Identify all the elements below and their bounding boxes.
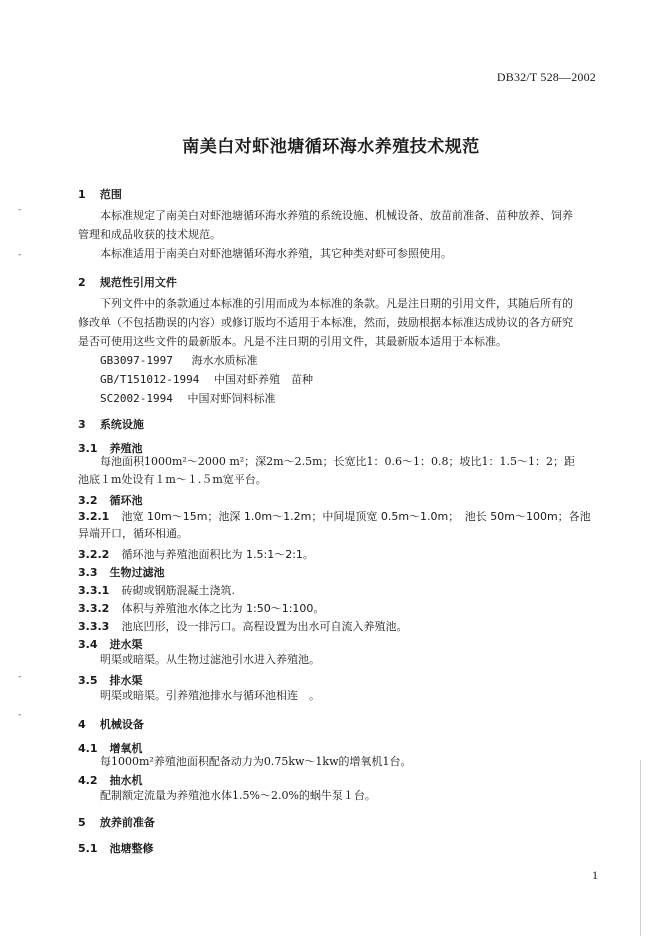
section-label: 进水渠 — [109, 638, 143, 651]
section-3-3-1 — [78, 582, 235, 598]
section-3-4-heading — [78, 636, 143, 652]
s1-para2: 本标准适用于南美白对虾池塘循环海水养殖，其它种类对虾可参照使用。 — [100, 247, 452, 260]
section-number: 3.1 — [78, 442, 98, 455]
section-2-heading — [78, 274, 177, 290]
section-number: 3.2.2 — [78, 548, 110, 561]
section-number: 3.2 — [78, 494, 98, 507]
section-number: 4 — [78, 718, 86, 731]
section-text: 池底凹形，设一排污口。高程设置为出水可自流入养殖池。 — [121, 620, 408, 633]
section-3-3-heading — [78, 564, 165, 580]
section-number: 3.4 — [78, 638, 98, 651]
s2-para1-line2: 修改单（不包括勘误的内容）或修订版均不适用于本标准，然而，鼓励根据本标准达成协议的各方研究 — [78, 316, 573, 329]
section-3-2-heading — [78, 492, 143, 508]
section-label: 养殖池 — [109, 442, 143, 455]
margin-mark: - — [18, 672, 22, 682]
reference-code: GB3097-1997 — [100, 354, 173, 367]
section-text: 池宽 10m～15m；池深 1.0m～1.2m；中间堤顶宽 0.5m～1.0m； 池长 50m～100m；各池 — [121, 510, 591, 523]
section-number: 2 — [78, 276, 86, 289]
section-number: 3.2.1 — [78, 510, 110, 523]
page-number: 1 — [592, 868, 598, 882]
section-3-3-2 — [78, 600, 324, 616]
section-4-heading — [78, 716, 144, 732]
section-label: 增氧机 — [109, 742, 143, 755]
reference-item — [100, 352, 257, 368]
section-3-3-3 — [78, 618, 408, 634]
section-label: 范围 — [99, 188, 122, 201]
section-number: 5.1 — [78, 842, 98, 855]
section-label: 系统设施 — [99, 418, 144, 431]
reference-item — [100, 390, 275, 406]
s1-para1-line2: 管理和成品收获的技术规范。 — [78, 228, 221, 241]
section-label: 规范性引用文件 — [99, 276, 177, 289]
section-3-heading — [78, 416, 144, 432]
s31-line2: 池底１m处设有１m～１.５m宽平台。 — [78, 473, 267, 486]
s35-text: 明渠或暗渠。引养殖池排水与循环池相连 。 — [100, 689, 320, 702]
section-1-heading — [78, 186, 122, 202]
s41-text: 每1000m²养殖池面积配备动力为0.75kw～1kw的增氧机1台。 — [100, 755, 412, 768]
margin-mark: - — [18, 710, 22, 720]
section-number: 3 — [78, 418, 86, 431]
section-3-2-1 — [78, 508, 591, 524]
section-label: 抽水机 — [109, 774, 143, 787]
margin-mark: - — [18, 250, 22, 260]
section-label: 排水渠 — [109, 674, 143, 687]
section-number: 3.3.3 — [78, 620, 110, 633]
reference-title: 中国对虾饲料标准 — [187, 392, 276, 405]
section-5-1-heading — [78, 840, 154, 856]
scan-edge-line — [640, 760, 641, 936]
section-label: 循环池 — [109, 494, 143, 507]
section-label: 生物过滤池 — [109, 566, 165, 579]
section-5-heading — [78, 814, 155, 830]
section-label: 放养前准备 — [99, 816, 155, 829]
s2-para1-line1: 下列文件中的条款通过本标准的引用而成为本标准的条款。凡是注日期的引用文件，其随后所有的 — [100, 297, 573, 310]
s31-line1: 每池面积1000m²～2000 m²；深2m～2.5m；长宽比1：0.6～1：0.8；坡比1：1.5～1：2；距 — [100, 455, 575, 468]
section-label: 池塘整修 — [109, 842, 154, 855]
s2-para1-line3: 是否可使用这些文件的最新版本。凡是不注日期的引用文件，其最新版本适用于本标准。 — [78, 335, 507, 348]
s1-para1-line1: 本标准规定了南美白对虾池塘循环海水养殖的系统设施、机械设备、放苗前准备、苗种放养、饲养 — [100, 209, 573, 222]
standard-code: DB32/T 528—2002 — [496, 70, 596, 84]
section-3-2-2 — [78, 546, 314, 562]
section-text: 砖砌或钢筋混凝土浇筑. — [121, 584, 235, 597]
reference-code: SC2002-1994 — [100, 392, 173, 405]
reference-title: 中国对虾养殖 苗种 — [213, 373, 313, 386]
section-number: 1 — [78, 188, 86, 201]
section-number: 5 — [78, 816, 86, 829]
reference-title: 海水水质标准 — [191, 354, 258, 367]
section-3-5-heading — [78, 672, 143, 688]
s321-line2: 异端开口，循环相通。 — [78, 527, 188, 540]
reference-code: GB/T151012-1994 — [100, 373, 200, 386]
section-text: 循环池与养殖池面积比为 1.5:1～2:1。 — [121, 548, 314, 561]
section-label: 机械设备 — [99, 718, 144, 731]
s34-text: 明渠或暗渠。从生物过滤池引水进入养殖池。 — [100, 653, 320, 666]
s42-text: 配制额定流量为养殖池水体1.5%～2.0%的蜗牛泵１台。 — [100, 789, 376, 802]
section-text: 体积与养殖池水体之比为 1:50～1:100。 — [121, 602, 325, 615]
section-number: 3.5 — [78, 674, 98, 687]
section-number: 3.3.2 — [78, 602, 110, 615]
section-number: 3.3 — [78, 566, 98, 579]
margin-mark: - — [18, 205, 22, 215]
section-number: 4.1 — [78, 742, 98, 755]
section-4-2-heading — [78, 772, 143, 788]
section-number: 4.2 — [78, 774, 98, 787]
document-title: 南美白对虾池塘循环海水养殖技术规范 — [182, 137, 480, 157]
section-number: 3.3.1 — [78, 584, 110, 597]
reference-item — [100, 371, 313, 387]
